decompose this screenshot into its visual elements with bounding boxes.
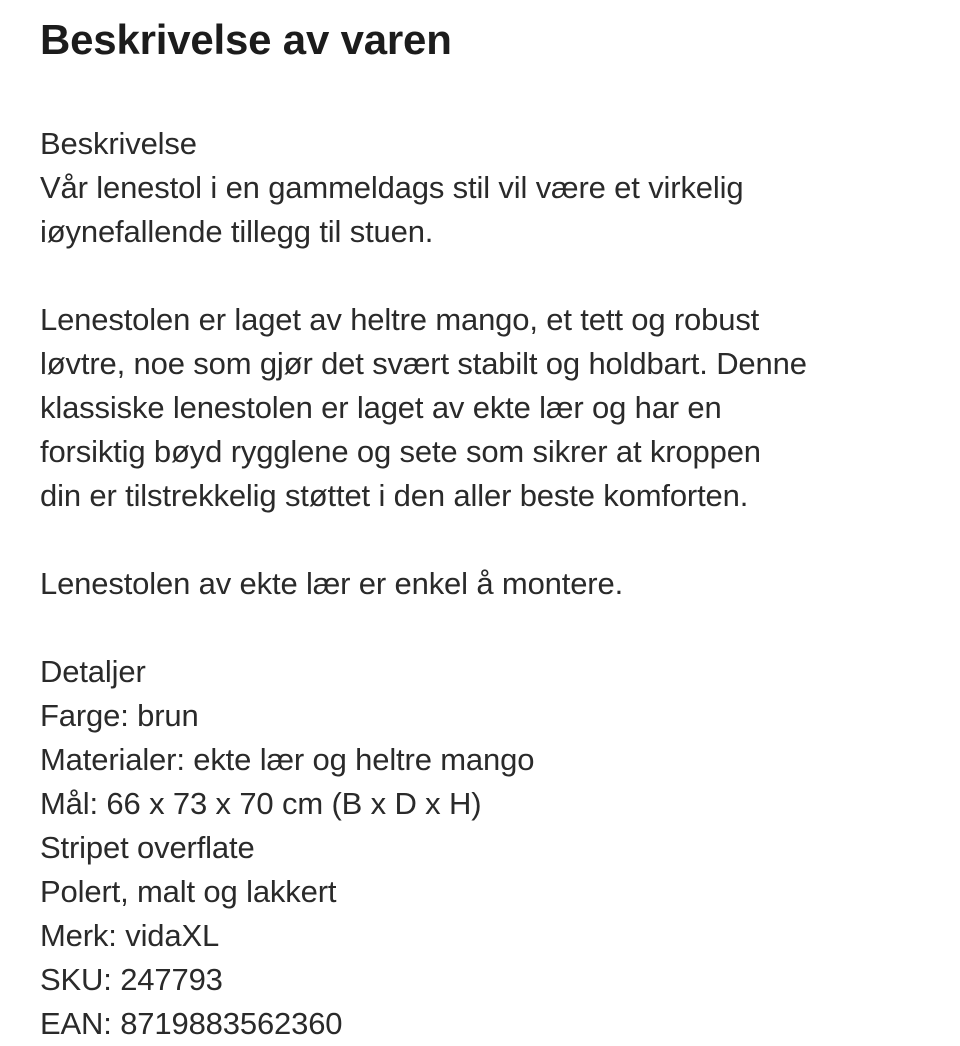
detail-dimensions: Mål: 66 x 73 x 70 cm (B x D x H) [40, 786, 482, 821]
description-body-line: løvtre, noe som gjør det svært stabilt og holdbart. Denne [40, 346, 807, 381]
details-heading: Detaljer [40, 654, 146, 689]
paragraph-gap [40, 254, 940, 298]
detail-ean: EAN: 8719883562360 [40, 1006, 343, 1041]
detail-surface: Stripet overflate [40, 830, 255, 865]
detail-finish: Polert, malt og lakkert [40, 874, 337, 909]
description-body-line: klassiske lenestolen er laget av ekte lær og har en [40, 390, 722, 425]
detail-materials: Materialer: ekte lær og heltre mango [40, 742, 535, 777]
detail-sku: SKU: 247793 [40, 962, 223, 997]
section-title: Beskrivelse av varen [40, 16, 452, 63]
paragraph-gap [40, 606, 940, 650]
assembly-note: Lenestolen av ekte lær er enkel å montere. [40, 566, 624, 601]
description-body-line: forsiktig bøyd rygglene og sete som sikrer at kroppen [40, 434, 761, 469]
detail-color: Farge: brun [40, 698, 199, 733]
paragraph-gap [40, 518, 940, 562]
description-text [40, 122, 940, 1046]
detail-brand: Merk: vidaXL [40, 918, 220, 953]
description-heading: Beskrivelse [40, 126, 197, 161]
description-intro-line: iøynefallende tillegg til stuen. [40, 214, 434, 249]
description-body-line: Lenestolen er laget av heltre mango, et tett og robust [40, 302, 760, 337]
description-body-line: din er tilstrekkelig støttet i den aller beste komforten. [40, 478, 749, 513]
description-intro-line: Vår lenestol i en gammeldags stil vil være et virkelig [40, 170, 744, 205]
product-description-section [40, 0, 940, 1043]
